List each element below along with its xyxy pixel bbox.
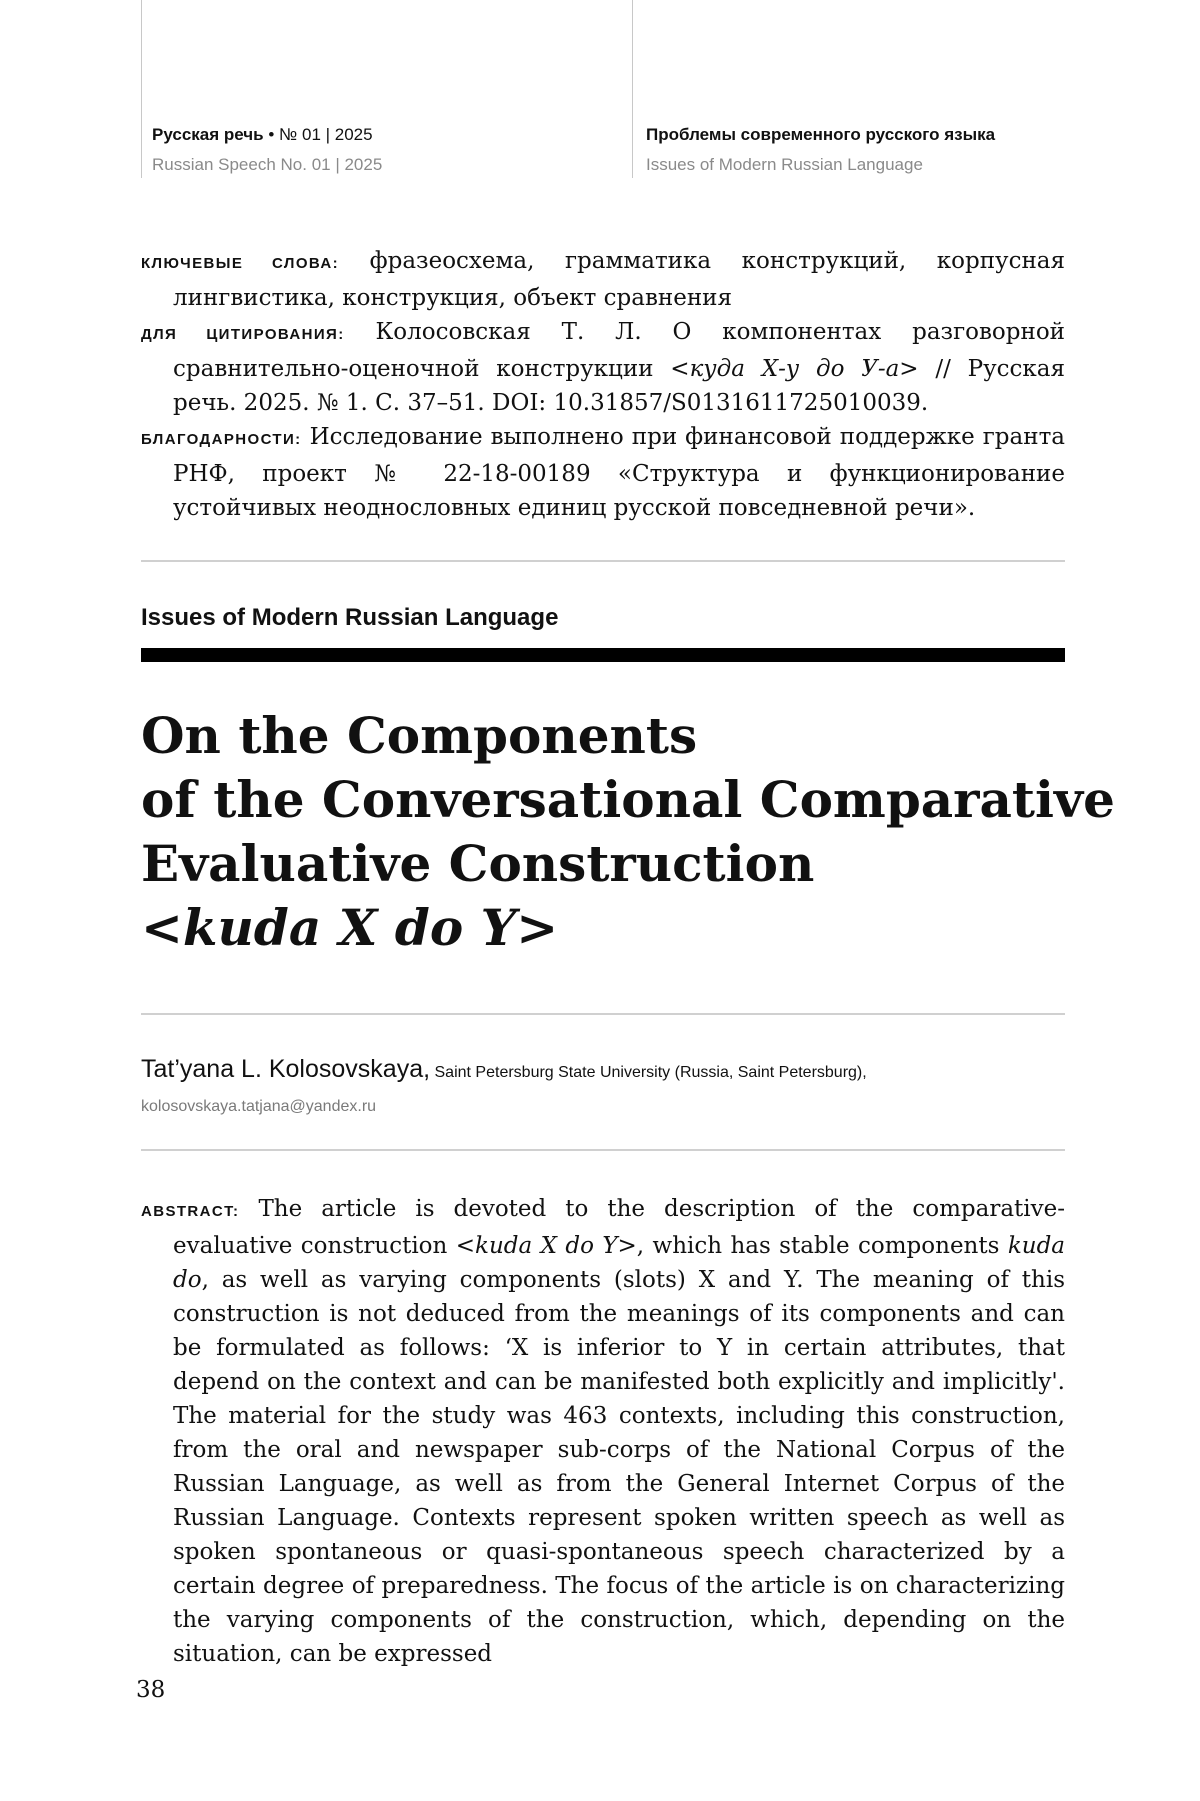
- abstract-construction: <kuda X do Y>: [455, 1233, 637, 1259]
- running-header-left: [152, 122, 382, 178]
- author-line: [141, 1052, 1065, 1090]
- header-divider-right: [632, 0, 633, 178]
- header-sep: •: [263, 125, 280, 144]
- section-title-en: Issues of Modern Russian Language: [646, 155, 923, 174]
- section-rule: [141, 648, 1065, 662]
- journal-title-ru: [152, 122, 382, 148]
- author-affiliation: Saint Petersburg State University (Russia, Saint Petersburg),: [430, 1064, 867, 1081]
- acknowledgments: [141, 420, 1065, 525]
- page-number: 38: [136, 1677, 166, 1703]
- journal-title-en: Russian Speech No. 01 | 2025: [152, 155, 383, 174]
- abstract-text-1: The article is devoted to the description of the comparative-evaluative construction: [173, 1196, 1066, 1259]
- section-title-ru: [646, 122, 995, 148]
- running-header-right: [646, 122, 995, 178]
- section-label: Issues of Modern Russian Language: [141, 604, 559, 631]
- header-divider-left: [141, 0, 142, 178]
- abstract-text-2: , which has stable components: [636, 1233, 1008, 1259]
- author-email: kolosovskaya.tatjana@yandex.ru: [141, 1098, 377, 1115]
- abstract-stable-components: kuda do: [173, 1233, 1065, 1293]
- acknowledgments-label: БЛАГОДАРНОСТИ:: [141, 431, 302, 448]
- keywords: [141, 244, 1065, 315]
- abstract-text-3: , as well as varying components (slots) X and Y. The meaning of this construction is not deduced from the meanings of its components and can be formulated as follows: ‘X is inferior to Y in certain attributes, that depend on the context and can be manifested both explicitly and implicitly'. The material for the study was 463 contexts, including this construction, from the oral and newspaper sub-corps of the National Corpus of the Russian Language, as well as from the General Internet Corpus of the Russian Language. Contexts represent spoken written speech as well as spoken spontaneous or quasi-spontaneous speech characterized by a certain degree of preparedness. The focus of the article is on characterizing the varying components of the construction, which, depending on the situation, can be expressed: [173, 1267, 1065, 1667]
- abstract-label: ABSTRACT:: [141, 1203, 240, 1220]
- article-metadata: [141, 244, 1065, 525]
- citation-text-after: // Русская речь. 2025. № 1. С. 37–51. DOI: 10.31857/S0131611725010039.: [173, 356, 1066, 416]
- title-line-1: On the Components: [141, 706, 698, 765]
- acknowledgments-text: Исследование выполнено при финансовой поддержке гранта РНФ, проект № 22-18-00189 «Структура и функционирование устойчивых неоднословных единиц русской повседневной речи».: [173, 424, 1066, 521]
- citation-construction: <куда Х-у до У-а>: [670, 356, 919, 382]
- divider-author-top: [141, 1013, 1065, 1015]
- keywords-text: фразеосхема, грамматика конструкций, корпусная лингвистика, конструкция, объект сравнения: [173, 248, 1066, 311]
- divider-author-bottom: [141, 1149, 1065, 1151]
- journal-name: Русская речь: [152, 125, 264, 144]
- citation-text-before: Колосовская Т. Л. О компонентах разговорной сравнительно-оценочной конструкции: [173, 319, 1066, 382]
- title-line-2: of the Conversational Comparative: [141, 770, 1115, 829]
- citation: [141, 315, 1065, 420]
- abstract: [141, 1192, 1065, 1671]
- divider-top: [141, 560, 1065, 562]
- title-line-4: <kuda X do Y>: [141, 898, 559, 957]
- author-name: Tat’yana L. Kolosovskaya,: [141, 1055, 431, 1083]
- article-title: [141, 704, 1115, 960]
- section-name-ru: Проблемы современного русского языка: [646, 125, 996, 144]
- abstract-paragraph: [141, 1192, 1065, 1671]
- title-line-3: Evaluative Construction: [141, 834, 815, 893]
- author-block: [141, 1052, 1065, 1122]
- citation-label: ДЛЯ ЦИТИРОВАНИЯ:: [141, 326, 345, 343]
- journal-issue: № 01 | 2025: [279, 125, 373, 144]
- keywords-label: КЛЮЧЕВЫЕ СЛОВА:: [141, 255, 340, 272]
